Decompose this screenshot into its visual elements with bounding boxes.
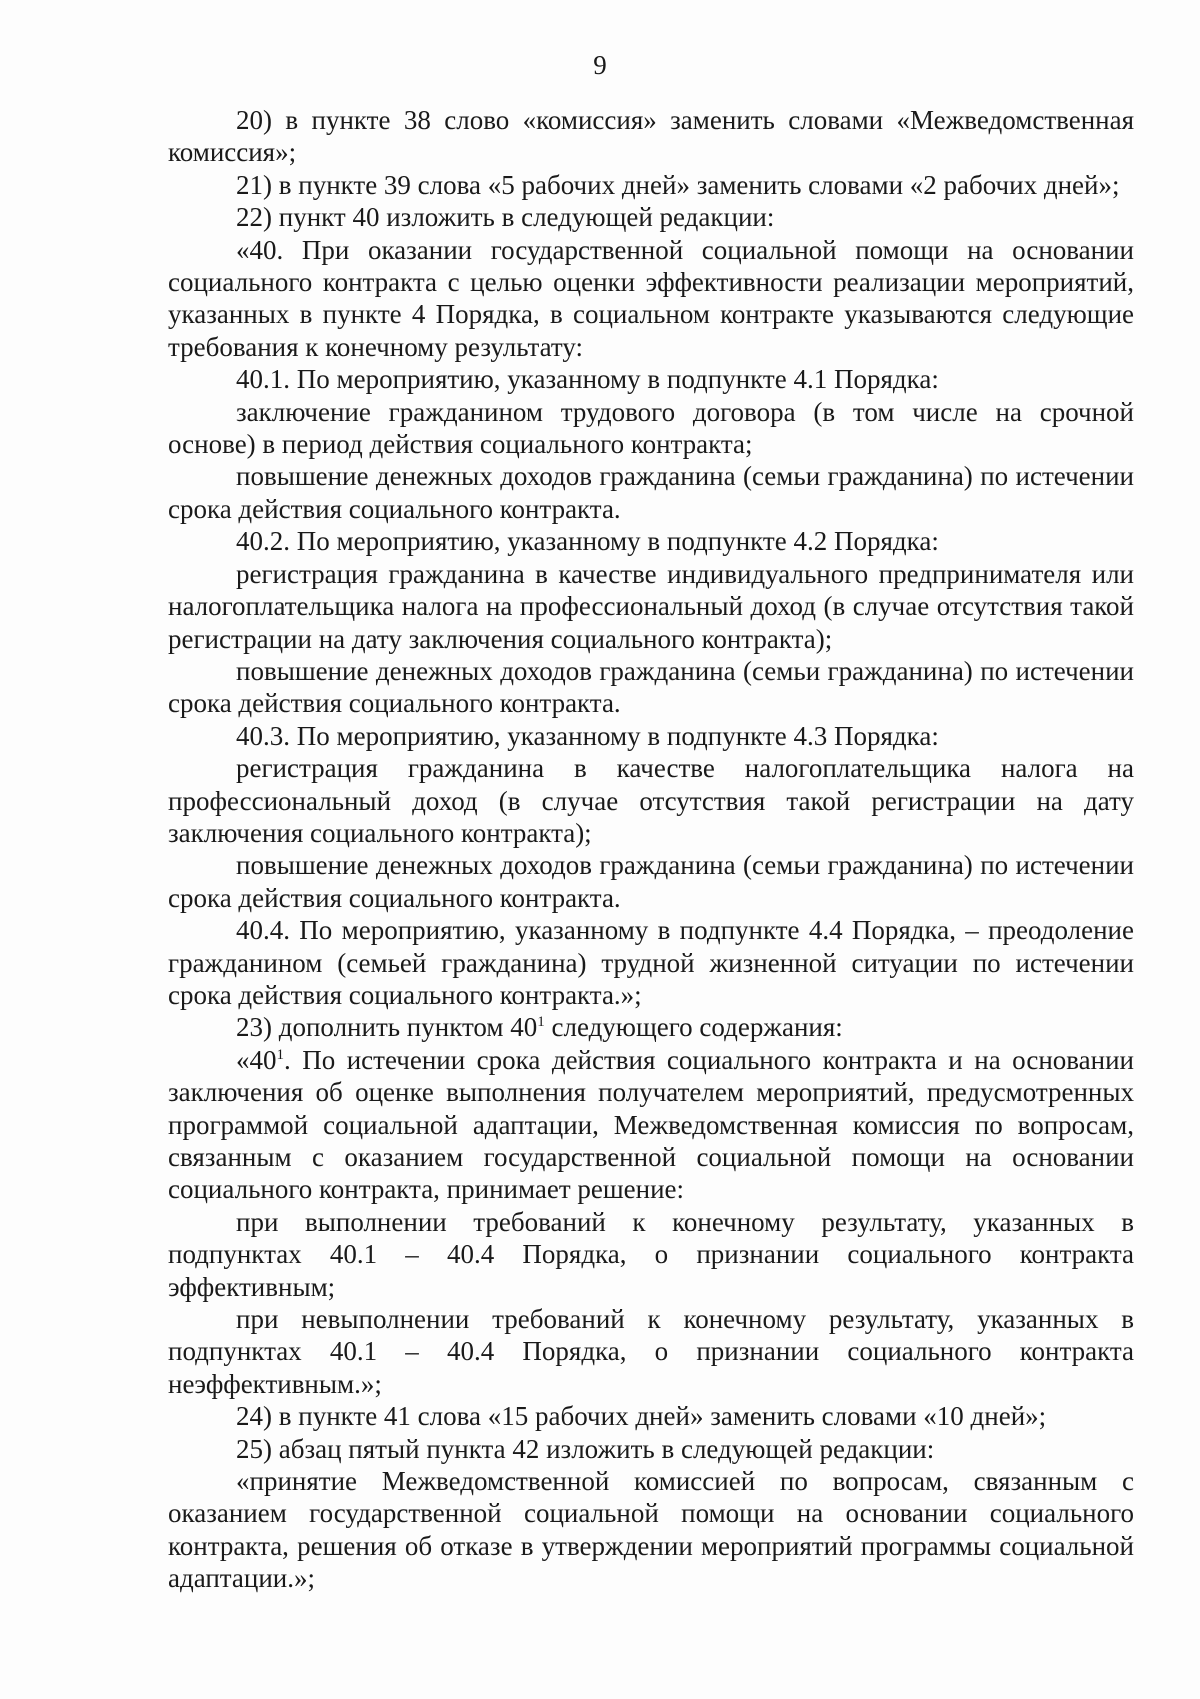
paragraph: 40.4. По мероприятию, указанному в подпункте 4.4 Порядка, – преодоление гражданином (семьей гражданина) трудной жизненной ситуации по истечении срока действия социального контракта.»; — [168, 915, 1134, 1010]
paragraph: при выполнении требований к конечному результату, указанных в подпунктах 40.1 – 40.4 Порядка, о признании социального контракта эффективным; — [168, 1206, 1134, 1302]
paragraph: повышение денежных доходов гражданина (семьи гражданина) по истечении срока действия социального контракта. — [168, 461, 1134, 524]
paragraph: регистрация гражданина в качестве индивидуального предпринимателя или налогоплательщика налога на профессиональный доход (в случае отсутствия такой регистрации на дату заключения социального контракта); — [168, 558, 1134, 654]
paragraph: 40.3. По мероприятию, указанному в подпункте 4.3 Порядка: — [236, 720, 939, 751]
paragraph: 40.2. По мероприятию, указанному в подпункте 4.2 Порядка: — [236, 526, 939, 557]
paragraph-text: 23) дополнить пунктом 40 — [236, 1012, 538, 1043]
page-number: 9 — [593, 50, 607, 80]
paragraph-text: . По истечении срока действия социального контракта и на основании заключения об оценке выполнения получателем мероприятий, предусмотренных программой социальной адаптации, Межведомственная комиссия по вопросам, связанным с оказанием государственной социальной помощи на основании социального контракта, принимает решение: — [168, 1044, 1134, 1205]
paragraph: регистрация гражданина в качестве налогоплательщика налога на профессиональный доход (в случае отсутствия такой регистрации на дату заключения социального контракта); — [168, 753, 1134, 848]
paragraph: 40.1. По мероприятию, указанному в подпункте 4.1 Порядка: — [236, 364, 939, 395]
paragraph: «40. При оказании государственной социальной помощи на основании социального контракта с целью оценки эффективности реализации мероприятий, указанных в пункте 4 Порядка, в социальном контракте указываются следующие требования к конечному результату: — [168, 234, 1134, 362]
paragraph: повышение денежных доходов гражданина (семьи гражданина) по истечении срока действия социального контракта. — [168, 850, 1134, 913]
paragraph — [168, 1011, 1134, 1043]
paragraph-text: следующего содержания: — [544, 1012, 843, 1043]
paragraph: 25) абзац пятый пункта 42 изложить в следующей редакции: — [236, 1433, 935, 1464]
paragraph: «принятие Межведомственной комиссией по вопросам, связанным с оказанием государственной социальной помощи на основании социального контракта, решения об отказе в утверждении мероприятий программы социальной адаптации.»; — [168, 1466, 1134, 1594]
paragraph: 21) в пункте 39 слова «5 рабочих дней» заменить словами «2 рабочих дней»; — [236, 169, 1120, 200]
superscript: 1 — [537, 1014, 545, 1031]
document-body — [168, 104, 1134, 1595]
paragraph: 22) пункт 40 изложить в следующей редакции: — [236, 202, 775, 233]
paragraph: 24) в пункте 41 слова «15 рабочих дней» заменить словами «10 дней»; — [236, 1401, 1047, 1432]
paragraph: при невыполнении требований к конечному результату, указанных в подпунктах 40.1 – 40.4 Порядка, о признании социального контракта неэффективным.»; — [168, 1304, 1134, 1399]
paragraph — [168, 1044, 1134, 1206]
paragraph: заключение гражданином трудового договора (в том числе на срочной основе) в период действия социального контракта; — [168, 396, 1134, 460]
paragraph: 20) в пункте 38 слово «комиссия» заменить словами «Межведомственная комиссия»; — [168, 105, 1134, 168]
paragraph: повышение денежных доходов гражданина (семьи гражданина) по истечении срока действия социального контракта. — [168, 655, 1134, 719]
superscript: 1 — [276, 1046, 284, 1063]
paragraph-text: «40 — [236, 1044, 277, 1075]
